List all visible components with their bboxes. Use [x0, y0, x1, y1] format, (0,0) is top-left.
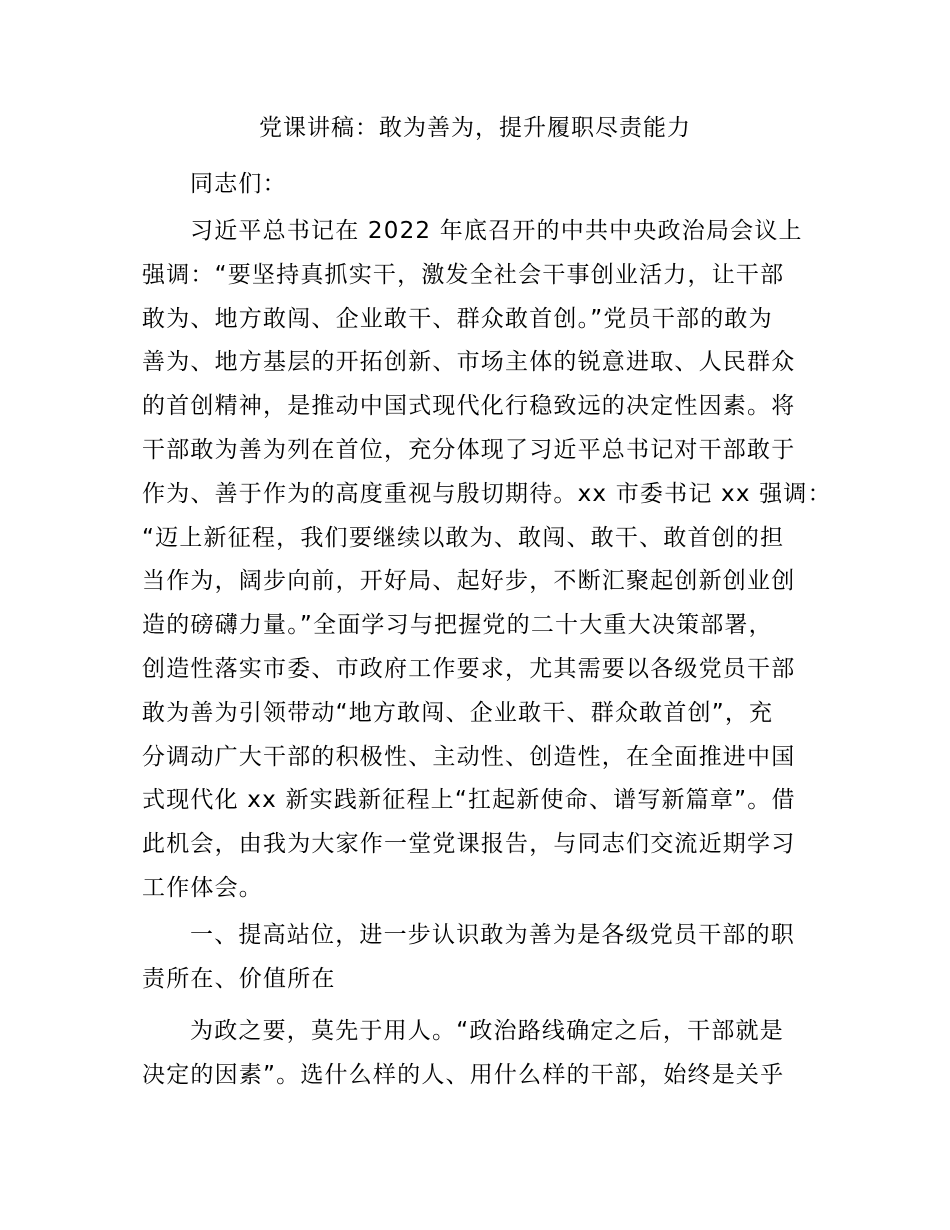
paragraph-line: 工作体会。 [142, 874, 263, 901]
paragraph-line: 决定的因素”。选什么样的人、用什么样的干部，始终是关乎 [142, 1061, 785, 1088]
paragraph-line: 造的磅礴力量。”全面学习与把握党的二十大重大决策部署， [142, 612, 773, 639]
paragraph-line: “迈上新征程，我们要继续以敢为、敢闯、敢干、敢首创的担 [142, 524, 785, 551]
paragraph-line: 创造性落实市委、市政府工作要求，尤其需要以各级党员干部 [142, 655, 796, 682]
document-title: 党课讲稿：敢为善为，提升履职尽责能力 [259, 115, 691, 141]
paragraph-line: 此机会，由我为大家作一堂党课报告，与同志们交流近期学习 [142, 831, 796, 858]
heading-line: 一、提高站位，进一步认识敢为善为是各级党员干部的职 [190, 922, 795, 948]
paragraph-line: 善为、地方基层的开拓创新、市场主体的锐意进取、人民群众 [142, 349, 796, 376]
paragraph-line: 分调动广大干部的积极性、主动性、创造性，在全面推进中国 [142, 743, 796, 770]
paragraph-line: 的首创精神，是推动中国式现代化行稳致远的决定性因素。将 [142, 393, 796, 420]
paragraph-line: 当作为，阔步向前，开好局、起好步，不断汇聚起创新创业创 [142, 568, 796, 595]
paragraph-line: 敢为、地方敢闯、企业敢干、群众敢首创。”党员干部的敢为 [142, 305, 773, 332]
paragraph-line: 强调：“要坚持真抓实干，激发全社会干事创业活力，让干部 [142, 261, 785, 288]
section-heading-1 [142, 914, 842, 1002]
paragraph-section-1 [142, 1010, 842, 1098]
paragraph-intro [142, 210, 842, 911]
paragraph-line: 敢为善为引领带动“地方敢闯、企业敢干、群众敢首创”，充 [142, 699, 774, 726]
heading-line: 责所在、价值所在 [142, 965, 336, 992]
salutation-text: 同志们： [190, 171, 287, 197]
paragraph-line: 为政之要，莫先于用人。“政治路线确定之后，干部就是 [190, 1018, 784, 1044]
paragraph-line: 式现代化 xx 新实践新征程上“扛起新使命、谱写新篇章”。借 [142, 787, 796, 814]
paragraph-line: 作为、善于作为的高度重视与殷切期待。xx 市委书记 xx 强调： [142, 480, 832, 507]
paragraph-line: 干部敢为善为列在首位，充分体现了习近平总书记对干部敢于 [142, 436, 796, 463]
salutation [142, 163, 842, 207]
paragraph-line: 习近平总书记在 2022 年底召开的中共中央政治局会议上 [190, 218, 803, 244]
